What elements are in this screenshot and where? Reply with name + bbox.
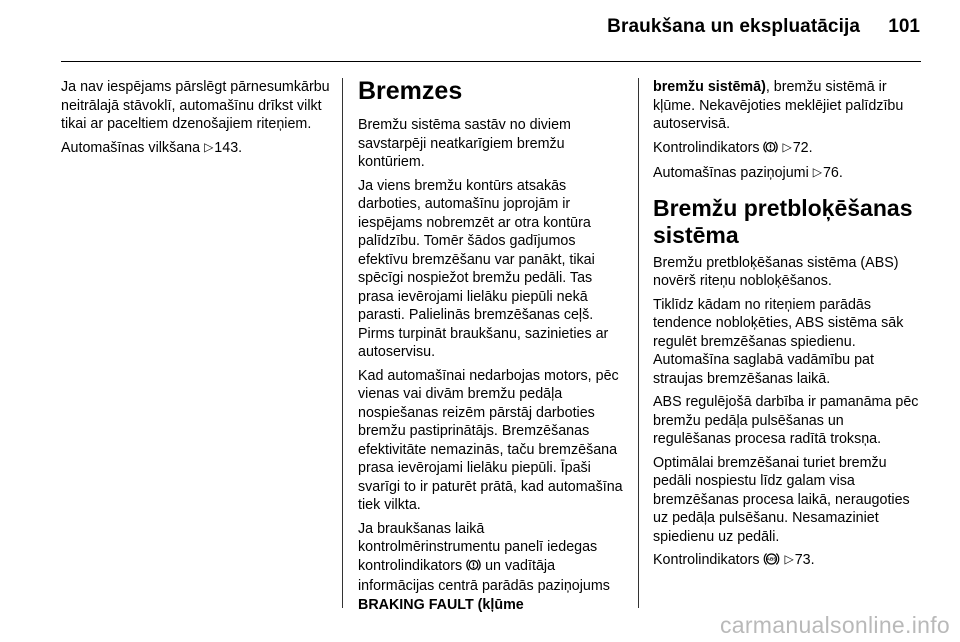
- paragraph-towing-note: Ja nav iespējams pārslēgt pārnesumkārbu neitrālajā stāvoklī, automašīnu drīkst vilkt tikai ar paceltiem dzenošajiem riteņiem.: [61, 79, 330, 132]
- column-divider-1: [342, 78, 343, 608]
- abs-paragraph-2: Tiklīdz kādam no riteņiem parādās tendence nobloķēties, ABS sistēma sāk regulēt bremzēšanas spiedienu. Automašīna saglabā vadāmību pat straujas bremzēšanas laikā.: [653, 296, 904, 387]
- brake-warning-icon: [763, 140, 778, 160]
- braking-fault-message: BRAKING FAULT (kļūme: [358, 596, 524, 613]
- section-heading-abs: Bremžu pretbloķēšanas sistēma: [653, 194, 913, 248]
- section-heading-brakes: Bremzes: [358, 77, 463, 105]
- vehicle-messages-ref-text: Automašīnas paziņojumi: [653, 165, 809, 181]
- brakes-paragraph-1: Bremžu sistēma sastāv no diviem savstarpēji neatkarīgiem bremžu kontūriem.: [358, 117, 571, 170]
- towing-ref-text: Automašīnas vilkšana: [61, 139, 201, 156]
- running-header-title: Braukšana un ekspluatācija: [607, 16, 860, 37]
- abs-indicator-ref-page[interactable]: 73.: [794, 552, 815, 568]
- abs-warning-icon: [763, 552, 780, 572]
- reference-arrow-icon: ▷: [784, 552, 794, 566]
- brake-indicator-ref-text: Kontrolindikators: [653, 139, 760, 156]
- brake-indicator-ref-page[interactable]: 72.: [792, 139, 813, 156]
- reference-arrow-icon: ▷: [812, 165, 822, 179]
- column-divider-2: [638, 78, 639, 608]
- braking-fault-message-cont: bremžu sistēmā): [653, 79, 766, 95]
- column-2: [358, 78, 626, 619]
- vehicle-messages-ref-page[interactable]: 76.: [822, 165, 843, 181]
- paragraph-towing-ref: [61, 139, 331, 158]
- reference-arrow-icon: ▷: [204, 139, 214, 154]
- abs-icon-label: ABS: [767, 556, 777, 562]
- watermark: carmanualsonline.info: [719, 612, 950, 638]
- abs-paragraph-1: Bremžu pretbloķēšanas sistēma (ABS) novērš riteņu nobloķēšanos.: [653, 254, 899, 289]
- vehicle-messages-ref: [653, 164, 923, 183]
- column-1: [61, 78, 331, 162]
- towing-ref-page[interactable]: 143.: [214, 139, 243, 156]
- reference-arrow-icon: ▷: [782, 139, 792, 154]
- abs-intro-paragraph: [653, 78, 923, 134]
- abs-indicator-ref: [653, 551, 923, 572]
- abs-indicator-ref-text: Kontrolindikators: [653, 552, 760, 568]
- brake-indicator-ref: [653, 139, 923, 160]
- brakes-paragraph-3: Kad automašīnai nedarbojas motors, pēc vienas vai divām bremžu pedāļa nospiešanas reizēm pārstāj darboties bremžu pastiprinātājs. Bremzēšanas efektivitāte nemazinās, taču bremzēšana prasa ievērojami lielāku piepūli. Īpaši svarīgi to ir paturēt prātā, kad automašīna tiek vilkta.: [358, 367, 623, 513]
- brakes-paragraph-4: [358, 520, 626, 615]
- abs-paragraph-3: ABS regulējošā darbība ir pamanāma pēc bremžu pedāļa pulsēšanas un regulēšanas procesa radītā troksņa.: [653, 394, 919, 447]
- abs-paragraph-4: Optimālai bremzēšanai turiet bremžu pedāli nospiestu līdz galam visa bremzēšanas procesa laikā, neraugoties uz pedāļa pulsēšanu. Nesamaziniet spiedienu uz pedāli.: [653, 454, 910, 545]
- column-3: [653, 78, 923, 577]
- fault-explanation: , bremžu sistēmā ir kļūme. Nekavējoties meklējiet palīdzību autoservisā.: [653, 79, 904, 132]
- brakes-paragraph-2: Ja viens bremžu kontūrs atsakās darboties, automašīnu joprojām ir iespējams nobremzēt ar otra kontūra palīdzību. Tomēr šādos gadījumos efektīvu bremzēšanu var panākt, tikai spēcīgi nospiežot bremžu pedāli. Tas prasa ievērojami lielāku piepūli nekā parasti. Palielinās bremzēšanas ceļš. Pirms turpināt braukšanu, sazinieties ar autoservisu.: [358, 177, 609, 360]
- brakes-p4-text-a: Ja braukšanas laikā kontrolmērinstrumentu panelī iedegas kontrolindikators: [358, 520, 598, 574]
- header-rule: [61, 61, 921, 62]
- page-number: 101: [888, 16, 920, 37]
- brake-warning-icon: [466, 558, 481, 578]
- brakes-p4-text-b: un vadītāja informācijas centrā parādās paziņojums: [358, 557, 610, 594]
